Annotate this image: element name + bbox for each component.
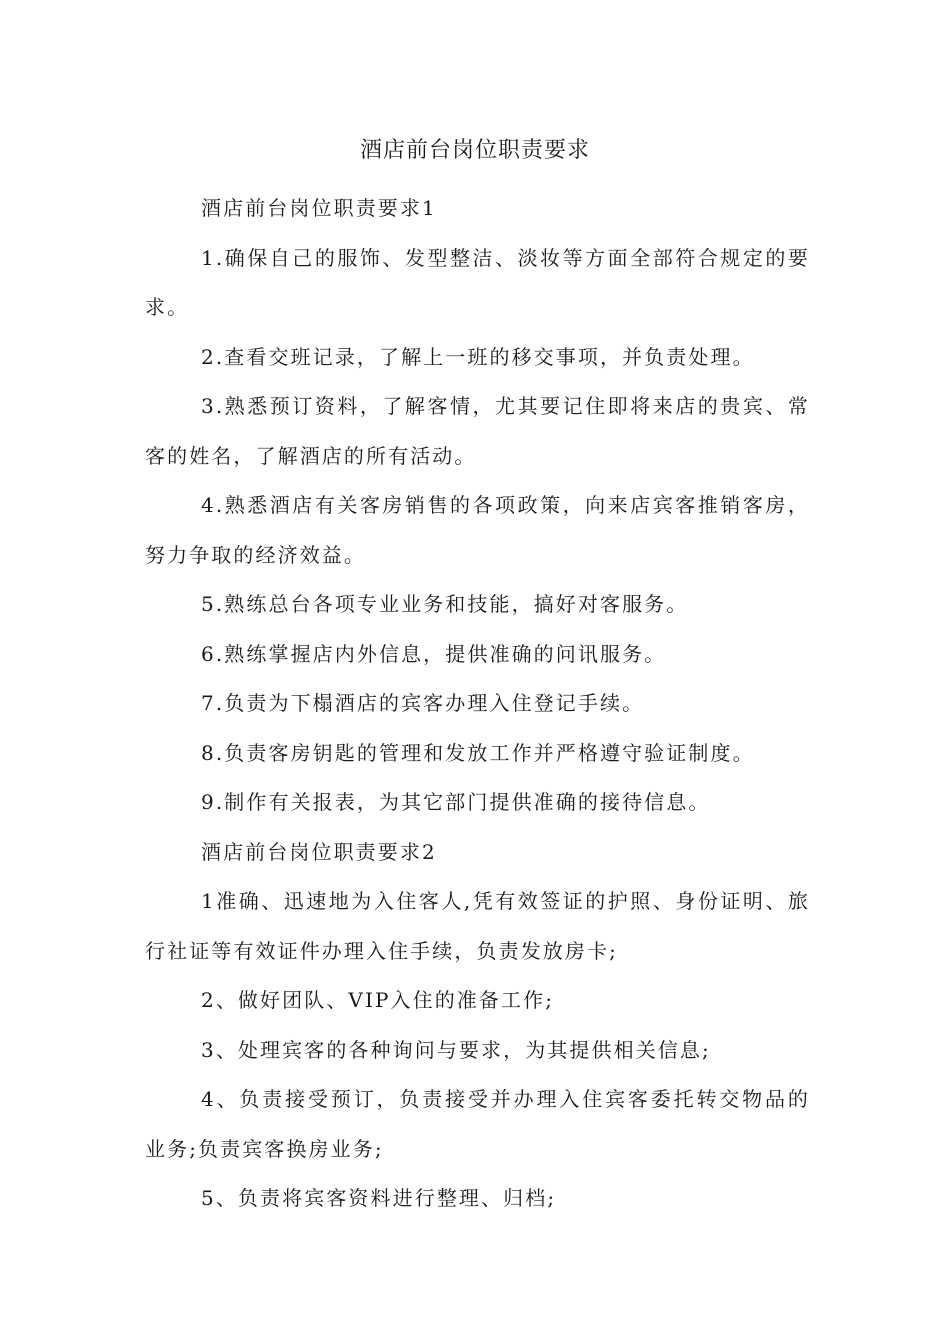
- section-heading-2: 酒店前台岗位职责要求2: [201, 839, 437, 864]
- paragraph: 2.查看交班记录，了解上一班的移交事项，并负责处理。: [201, 344, 755, 369]
- paragraph: 2、做好团队、VIP入住的准备工作;: [201, 988, 555, 1012]
- paragraph: 6.熟练掌握店内外信息，提供准确的问讯服务。: [201, 641, 667, 666]
- paragraph: 4、负责接受预订，负责接受并办理入住宾客委托转交物品的业务;负责宾客换房业务;: [145, 1087, 810, 1161]
- paragraph: 5、负责将宾客资料进行整理、归档;: [201, 1186, 557, 1210]
- paragraph: 3.熟悉预订资料，了解客情，尤其要记住即将来店的贵宾、常客的姓名，了解酒店的所有活动。: [145, 394, 810, 468]
- paragraph: 4.熟悉酒店有关客房销售的各项政策，向来店宾客推销客房，努力争取的经济效益。: [145, 493, 810, 567]
- section-heading-1: 酒店前台岗位职责要求1: [201, 196, 437, 220]
- paragraph: 9.制作有关报表，为其它部门提供准确的接待信息。: [201, 790, 711, 814]
- paragraph: 5.熟练总台各项专业业务和技能，搞好对客服务。: [201, 592, 689, 616]
- paragraph: 3、处理宾客的各种询问与要求，为其提供相关信息;: [201, 1037, 711, 1062]
- paragraph: 7.负责为下榻酒店的宾客办理入住登记手续。: [201, 691, 645, 715]
- paragraph: 8.负责客房钥匙的管理和发放工作并严格遵守验证制度。: [201, 740, 755, 765]
- document-title: 酒店前台岗位职责要求: [359, 138, 590, 163]
- paragraph: 1准确、迅速地为入住客人,凭有效签证的护照、身份证明、旅行社证等有效证件办理入住手续，负责发放房卡;: [145, 889, 810, 963]
- paragraph: 1.确保自己的服饰、发型整洁、淡妆等方面全部符合规定的要求。: [145, 245, 810, 319]
- document-body: [145, 184, 810, 1224]
